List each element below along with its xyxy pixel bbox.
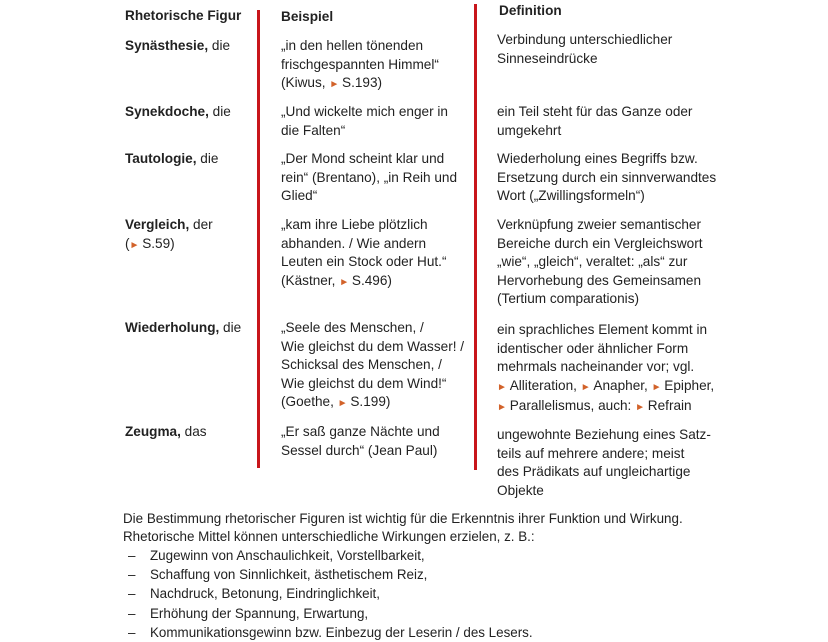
list-item: – Nachdruck, Betonung, Eindringlichkeit, bbox=[150, 584, 533, 603]
list-item: – Schaffung von Sinnlichkeit, ästhetischem Reiz, bbox=[150, 565, 533, 584]
figure-term-name: Zeugma, bbox=[125, 424, 181, 439]
definition-line: identischer oder ähnlicher Form bbox=[497, 340, 689, 356]
reference-arrow-icon: ► bbox=[329, 79, 343, 91]
example-cell bbox=[281, 423, 440, 460]
figure-term-name: Synästhesie, bbox=[125, 38, 209, 53]
example-line: „Der Mond scheint klar und bbox=[281, 151, 445, 166]
definition-line: Ersetzung durch ein sinnverwandtes bbox=[497, 169, 717, 185]
column-divider-left bbox=[257, 10, 260, 468]
definition-line: ► Parallelismus, auch: ► Refrain bbox=[497, 398, 692, 414]
definition-line: Sinneseindrücke bbox=[497, 50, 598, 66]
definition-line: Verbindung unterschiedlicher bbox=[497, 32, 673, 47]
example-line: Sessel durch“ (Jean Paul) bbox=[281, 442, 438, 458]
intro-line-2: Rhetorische Mittel können unterschiedliche Wirkungen erzielen, z. B.: bbox=[123, 529, 535, 544]
definition-line: umgekehrt bbox=[497, 122, 562, 138]
list-item: – Kommunikationsgewinn bzw. Einbezug der Leserin / des Lesers. bbox=[150, 623, 533, 642]
example-line: abhanden. / Wie andern bbox=[281, 235, 427, 251]
definition-line: ► Alliteration, ► Anapher, ► Epipher, bbox=[497, 377, 715, 393]
definition-line: Wiederholung eines Begriffs bzw. bbox=[497, 151, 698, 166]
example-line: Schicksal des Menschen, / bbox=[281, 357, 442, 373]
reference-arrow-icon: ► bbox=[337, 398, 351, 410]
example-cell bbox=[281, 150, 457, 206]
figure-term: Vergleich, der (► S.59) bbox=[125, 216, 213, 255]
figure-term: Tautologie, die bbox=[125, 151, 219, 166]
definition-line: Hervorhebung des Gemeinsamen bbox=[497, 272, 702, 288]
figure-term: Zeugma, das bbox=[125, 424, 207, 439]
effects-list bbox=[150, 546, 533, 642]
example-line: Wie gleichst du dem Wasser! / bbox=[281, 338, 465, 354]
example-line: (Goethe, ► S.199) bbox=[281, 394, 391, 410]
list-item: – Zugewinn von Anschaulichkeit, Vorstellbarkeit, bbox=[150, 546, 533, 565]
definition-cell bbox=[497, 321, 714, 418]
reference-arrow-icon: ► bbox=[497, 402, 510, 414]
example-line: „Er saß ganze Nächte und bbox=[281, 424, 440, 439]
figure-term-name: Synekdoche, bbox=[125, 104, 209, 119]
definition-line: ein Teil steht für das Ganze oder bbox=[497, 104, 693, 119]
definition-cell bbox=[497, 150, 716, 206]
example-cell bbox=[281, 319, 464, 414]
definition-line: (Tertium comparationis) bbox=[497, 291, 640, 307]
definition-line: teils auf mehrere andere; meist bbox=[497, 445, 685, 461]
definition-line: ein sprachliches Element kommt in bbox=[497, 322, 708, 337]
figure-term: Synästhesie, die bbox=[125, 38, 231, 53]
example-line: (Kästner, ► S.496) bbox=[281, 272, 392, 288]
figure-term-name: Vergleich, bbox=[125, 217, 190, 232]
reference-arrow-icon: ► bbox=[580, 381, 594, 393]
definition-line: Verknüpfung zweier semantischer bbox=[497, 217, 702, 232]
definition-cell bbox=[497, 103, 692, 140]
example-cell bbox=[281, 103, 448, 140]
example-cell bbox=[281, 37, 439, 95]
reference-arrow-icon: ► bbox=[497, 381, 510, 393]
example-line: „kam ihre Liebe plötzlich bbox=[281, 217, 428, 232]
example-cell bbox=[281, 216, 447, 292]
definition-line: Objekte bbox=[497, 482, 544, 498]
definition-line: „wie“, „gleich“, veraltet: „als“ zur bbox=[497, 254, 688, 270]
header-figur: Rhetorische Figur bbox=[125, 8, 242, 23]
definition-line: des Prädikats auf ungleichartige bbox=[497, 464, 691, 480]
example-line: Wie gleichst du dem Wind!“ bbox=[281, 375, 447, 391]
definition-cell bbox=[497, 426, 711, 500]
example-line: (Kiwus, ► S.193) bbox=[281, 75, 383, 91]
header-beispiel: Beispiel bbox=[281, 9, 334, 24]
figure-term-name: Tautologie, bbox=[125, 151, 197, 166]
example-line: „Und wickelte mich enger in bbox=[281, 104, 448, 119]
figure-term: Wiederholung, die bbox=[125, 320, 242, 335]
reference-arrow-icon: ► bbox=[339, 276, 352, 288]
header-definition: Definition bbox=[499, 3, 562, 18]
column-divider-right bbox=[474, 4, 477, 470]
reference-arrow-icon: ► bbox=[651, 381, 665, 393]
reference-arrow-icon: ► bbox=[129, 239, 143, 251]
definition-line: mehrmals nacheinander vor; vgl. bbox=[497, 359, 695, 375]
definition-cell bbox=[497, 216, 703, 309]
definition-line: Wort („Zwillingsformeln“) bbox=[497, 188, 645, 204]
example-line: „Seele des Menschen, / bbox=[281, 320, 424, 335]
example-line: frischgespannten Himmel“ bbox=[281, 56, 439, 72]
list-item: – Erhöhung der Spannung, Erwartung, bbox=[150, 604, 533, 623]
intro-line-1: Die Bestimmung rhetorischer Figuren ist wichtig für die Erkenntnis ihrer Funktion und Wirkung. bbox=[123, 511, 683, 526]
definition-line: ungewohnte Beziehung eines Satz- bbox=[497, 427, 711, 442]
definition-cell bbox=[497, 31, 672, 68]
figure-reference: (► S.59) bbox=[125, 235, 175, 251]
figure-term-name: Wiederholung, bbox=[125, 320, 220, 335]
example-line: die Falten“ bbox=[281, 122, 346, 138]
example-line: „in den hellen tönenden bbox=[281, 38, 424, 53]
example-line: Glied“ bbox=[281, 188, 318, 204]
reference-arrow-icon: ► bbox=[635, 402, 648, 414]
figure-term: Synekdoche, die bbox=[125, 104, 231, 119]
example-line: rein“ (Brentano), „in Reih und bbox=[281, 169, 458, 185]
example-line: Leuten ein Stock oder Hut.“ bbox=[281, 254, 447, 270]
definition-line: Bereiche durch ein Vergleichswort bbox=[497, 235, 703, 251]
